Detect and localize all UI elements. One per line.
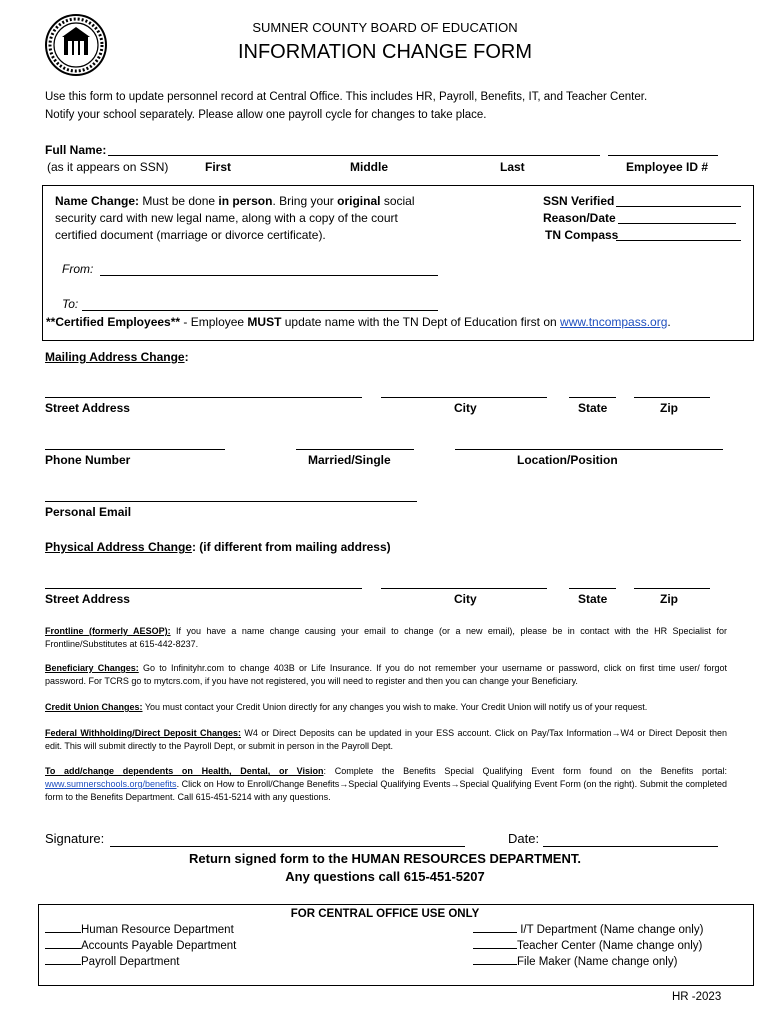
office-right-label: I/T Department (Name change only) (517, 924, 704, 936)
must-text: MUST (247, 315, 282, 329)
name-change-text-3: social (380, 194, 415, 208)
physical-state-field[interactable] (569, 588, 616, 589)
mailing-street-field[interactable] (45, 397, 362, 398)
office-right-item (473, 956, 677, 968)
office-left-label: Accounts Payable Department (81, 940, 237, 952)
date-label: Date: (508, 831, 540, 846)
frontline-label: Frontline (formerly AESOP): (45, 626, 171, 636)
full-name-hint: (as it appears on SSN) (47, 160, 169, 174)
certified-employees-note (46, 315, 671, 329)
tn-compass-field[interactable] (616, 240, 741, 241)
office-check-blank[interactable] (45, 932, 81, 933)
physical-state-label: State (578, 592, 608, 606)
employee-id-field[interactable] (608, 155, 718, 156)
form-title: INFORMATION CHANGE FORM (237, 41, 533, 63)
full-name-field[interactable] (108, 155, 600, 156)
office-right-label: File Maker (Name change only) (517, 956, 678, 968)
mailing-heading-text: Mailing Address Change (45, 350, 185, 364)
married-single-label: Married/Single (308, 453, 391, 467)
original-text: original (337, 194, 381, 208)
certified-text-2: update name with the TN Dept of Education first on (281, 315, 561, 329)
full-name-label: Full Name: (45, 143, 107, 157)
frontline-note (45, 625, 727, 651)
physical-city-field[interactable] (381, 588, 547, 589)
to-label: To: (62, 297, 79, 311)
beneficiary-label: Beneficiary Changes: (45, 663, 139, 673)
ssn-verified-field[interactable] (616, 206, 741, 207)
first-name-label: First (205, 160, 232, 174)
physical-heading (45, 540, 391, 554)
office-left-label: Payroll Department (81, 956, 180, 968)
questions-phone: Any questions call 615-451-5207 (285, 869, 485, 884)
beneficiary-text: Go to Infinityhr.com to change 403B or Life Insurance. If you do not remember your username or password, click on first time user/ forgot password. For TCRS go to mytcrs.com, if you have not registered, you will need to register and then you can change your Beneficiary. (45, 663, 727, 686)
office-check-blank[interactable] (45, 964, 81, 965)
certified-prefix: **Certified Employees** (46, 315, 181, 329)
name-change-line-1 (55, 194, 415, 208)
from-field[interactable] (100, 275, 438, 276)
federal-withholding-label: Federal Withholding/Direct Deposit Changes: (45, 728, 242, 738)
reason-date-label: Reason/Date (543, 211, 616, 225)
office-left-label: Human Resource Department (81, 924, 234, 936)
employee-id-label: Employee ID # (626, 160, 709, 174)
office-right-item (473, 940, 702, 952)
phone-label: Phone Number (45, 453, 131, 467)
form-code: HR -2023 (672, 991, 722, 1003)
office-check-blank[interactable] (473, 964, 517, 965)
dependents-label: To add/change dependents on Health, Dental, or Vision (45, 766, 324, 776)
mailing-zip-label: Zip (660, 401, 678, 415)
office-right-label: Teacher Center (Name change only) (517, 940, 703, 952)
physical-zip-field[interactable] (634, 588, 710, 589)
central-office-title: FOR CENTRAL OFFICE USE ONLY (290, 908, 480, 920)
office-left-item (45, 924, 234, 936)
personal-email-label: Personal Email (45, 505, 132, 519)
office-check-blank[interactable] (473, 932, 517, 933)
certified-end: . (667, 315, 671, 329)
physical-heading-suffix: : (if different from mailing address) (191, 540, 391, 554)
tncompass-link[interactable]: www.tncompass.org (560, 315, 668, 329)
dependents-note (45, 765, 727, 804)
mailing-heading-colon: : (184, 350, 189, 364)
office-left-item (45, 940, 236, 952)
reason-date-field[interactable] (618, 223, 736, 224)
name-change-line-3: certified document (marriage or divorce certificate). (55, 228, 326, 242)
physical-city-label: City (454, 592, 477, 606)
personal-email-field[interactable] (45, 501, 417, 502)
physical-zip-label: Zip (660, 592, 678, 606)
beneficiary-note (45, 662, 727, 688)
physical-heading-text: Physical Address Change (45, 540, 192, 554)
mailing-city-label: City (454, 401, 477, 415)
federal-withholding-text: W4 or Direct Deposits can be updated in your ESS account. Click on Pay/Tax Information→W4 or Direct Deposit then edit. This will submit directly to the Payroll Dept, or submit in person in the Payroll Dept. (45, 728, 727, 751)
board-name: SUMNER COUNTY BOARD OF EDUCATION (252, 20, 518, 35)
in-person-text: in person (218, 194, 273, 208)
return-instruction: Return signed form to the HUMAN RESOURCES DEPARTMENT. (189, 851, 581, 866)
office-check-blank[interactable] (45, 948, 81, 949)
certified-text-1: - Employee (180, 315, 248, 329)
to-field[interactable] (82, 310, 438, 311)
phone-field[interactable] (45, 449, 225, 450)
mailing-state-label: State (578, 401, 608, 415)
intro-line-2: Notify your school separately. Please allow one payroll cycle for changes to take place. (45, 109, 487, 121)
middle-name-label: Middle (350, 160, 388, 174)
mailing-state-field[interactable] (569, 397, 616, 398)
federal-withholding-note (45, 727, 727, 753)
location-position-field[interactable] (455, 449, 723, 450)
ssn-verified-label: SSN Verified (543, 194, 615, 208)
mailing-city-field[interactable] (381, 397, 547, 398)
dependents-text-1: : Complete the Benefits Special Qualifying Event form found on the Benefits portal: (323, 766, 727, 776)
frontline-text: If you have a name change causing your email to change (or a new email), please be in contact with the HR Specialist for Frontline/Substitutes at 615-442-8237. (45, 626, 727, 649)
office-left-item (45, 956, 179, 968)
physical-street-label: Street Address (45, 592, 130, 606)
physical-street-field[interactable] (45, 588, 362, 589)
from-label: From: (62, 262, 94, 276)
name-change-text-2: . Bring your (272, 194, 338, 208)
credit-union-label: Credit Union Changes: (45, 702, 143, 712)
benefits-link[interactable]: www.sumnerschools.org/benefits (45, 779, 177, 789)
married-single-field[interactable] (296, 449, 414, 450)
name-change-line-2: security card with new legal name, along with a copy of the court (55, 211, 398, 225)
dependents-text-2: . Click on How to Enroll/Change Benefits→Special Qualifying Events→Special Qualifying Event Form (on the right). Submit the completed form to the Benefits Department. Call 615-451-5214 with any questions. (45, 779, 727, 802)
signature-label: Signature: (45, 831, 105, 846)
intro-line-1: Use this form to update personnel record at Central Office. This includes HR, Payroll, Benefits, IT, and Teacher Center. (45, 91, 648, 103)
last-name-label: Last (500, 160, 525, 174)
signature-field[interactable] (110, 846, 465, 847)
mailing-street-label: Street Address (45, 401, 130, 415)
office-check-blank[interactable] (473, 948, 517, 949)
credit-union-note (45, 701, 727, 714)
date-field[interactable] (543, 846, 718, 847)
mailing-heading (45, 350, 189, 364)
name-change-text-1: Must be done (139, 194, 219, 208)
mailing-zip-field[interactable] (634, 397, 710, 398)
name-change-label: Name Change: (55, 194, 140, 208)
location-position-label: Location/Position (517, 453, 618, 467)
tn-compass-label: TN Compass (545, 228, 619, 242)
credit-union-text: You must contact your Credit Union directly for any changes you wish to make. Your Credit Union will notify us of your request. (142, 702, 648, 712)
office-right-item (473, 924, 703, 936)
